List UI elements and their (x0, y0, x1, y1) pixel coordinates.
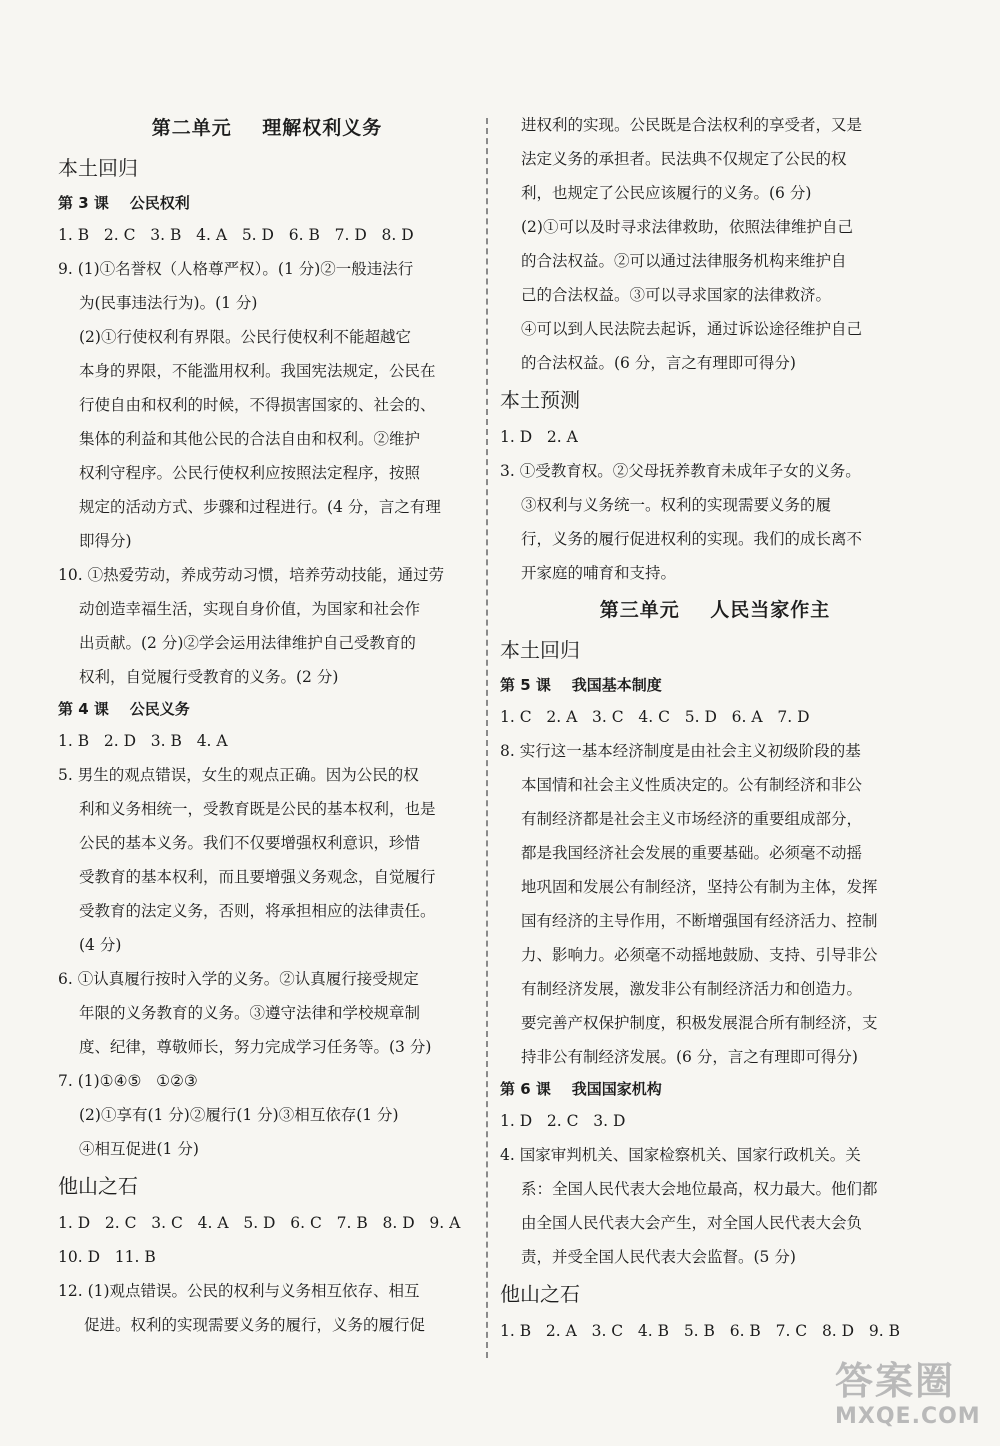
answer-line: 利，也规定了公民应该履行的义务。(6 分) (521, 184, 812, 202)
answer-line: 本身的界限，不能滥用权利。我国宪法规定，公民在 (79, 362, 436, 380)
section-heading: 本土预测 (500, 388, 580, 412)
answer-line: 要完善产权保护制度，积极发展混合所有制经济，支 (521, 1014, 878, 1032)
answer-line: 有制经济发展，激发非公有制经济活力和创造力。 (521, 980, 863, 998)
answer-line: 受教育的法定义务，否则，将承担相应的法律责任。 (79, 902, 436, 920)
answer-line: 本国情和社会主义性质决定的。公有制经济和非公 (521, 776, 863, 794)
watermark-url: MXQE.COM (835, 1404, 981, 1429)
answer-line: ④相互促进(1 分) (79, 1140, 199, 1158)
answer-line: 10. D 11. B (58, 1248, 156, 1266)
answer-line: 由全国人民代表大会产生，对全国人民代表大会负 (521, 1214, 863, 1232)
lesson-heading: 第 3 课 公民权利 (58, 194, 190, 212)
answer-line: 为(民事违法行为)。(1 分) (79, 294, 258, 312)
answer-line: 有制经济都是社会主义市场经济的重要组成部分， (521, 810, 863, 828)
section-heading: 本土回归 (500, 638, 580, 662)
answer-line: 1. D 2. C 3. D (500, 1112, 626, 1130)
answer-line: 1. B 2. A 3. C 4. B 5. B 6. B 7. C 8. D 9. B (500, 1322, 900, 1340)
answer-line: 1. D 2. C 3. C 4. A 5. D 6. C 7. B 8. D 9. A (58, 1214, 461, 1232)
answer-line: 规定的活动方式、步骤和过程进行。(4 分，言之有理 (79, 498, 441, 516)
answer-line: ③权利与义务统一。权利的实现需要义务的履 (521, 496, 832, 514)
lesson-heading: 第 5 课 我国基本制度 (500, 676, 662, 694)
answer-line: 公民的基本义务。我们不仅要增强权利意识，珍惜 (79, 834, 421, 852)
lesson-heading: 第 6 课 我国国家机构 (500, 1080, 662, 1098)
answer-line: 促进。权利的实现需要义务的履行，义务的履行促 (84, 1316, 426, 1334)
answer-line: ④可以到人民法院去起诉，通过诉讼途径维护自己 (521, 320, 863, 338)
answer-line: 行使自由和权利的时候，不得损害国家的、社会的、 (79, 396, 436, 414)
section-heading: 本土回归 (58, 156, 138, 180)
answer-line: 度、纪律，尊敬师长，努力完成学习任务等。(3 分) (79, 1038, 432, 1056)
answer-line: 8. 实行这一基本经济制度是由社会主义初级阶段的基 (500, 742, 861, 760)
site-watermark (835, 1358, 985, 1438)
answer-line: 1. B 2. C 3. B 4. A 5. D 6. B 7. D 8. D (58, 226, 414, 244)
answer-line: 年限的义务教育的义务。③遵守法律和学校规章制 (79, 1004, 421, 1022)
answer-line: 出贡献。(2 分)②学会运用法律维护自己受教育的 (79, 634, 416, 652)
answer-line: 1. D 2. A (500, 428, 578, 446)
answer-line: 利和义务相统一，受教育既是公民的基本权利，也是 (79, 800, 436, 818)
section-heading: 他山之石 (58, 1174, 138, 1198)
answer-line: (2)①行使权利有界限。公民行使权利不能超越它 (79, 328, 411, 346)
answer-line: 地巩固和发展公有制经济，坚持公有制为主体，发挥 (521, 878, 878, 896)
answer-line: 都是我国经济社会发展的重要基础。必须毫不动摇 (521, 844, 863, 862)
answer-line: 行，义务的履行促进权利的实现。我们的成长离不 (521, 530, 863, 548)
answer-line: 力、影响力。必须毫不动摇地鼓励、支持、引导非公 (521, 946, 878, 964)
answer-line: (2)①可以及时寻求法律救助，依照法律维护自己 (521, 218, 853, 236)
answer-line: 10. ①热爱劳动，养成劳动习惯，培养劳动技能，通过劳 (58, 566, 445, 584)
answer-line: 1. B 2. D 3. B 4. A (58, 732, 228, 750)
answer-line: 7. (1)①④⑤ ①②③ (58, 1072, 198, 1090)
answer-line: (4 分) (79, 936, 122, 954)
answer-line: 集体的利益和其他公民的合法自由和权利。②维护 (79, 430, 421, 448)
answer-line: 9. (1)①名誉权（人格尊严权）。(1 分)②一般违法行 (58, 260, 414, 278)
answer-line: 12. (1)观点错误。公民的权利与义务相互依存、相互 (58, 1282, 420, 1300)
answer-line: (2)①享有(1 分)②履行(1 分)③相互依存(1 分) (79, 1106, 399, 1124)
answer-line: 责，并受全国人民代表大会监督。(5 分) (521, 1248, 796, 1266)
answer-line: 5. 男生的观点错误，女生的观点正确。因为公民的权 (58, 766, 419, 784)
answer-line: 受教育的基本权利，而且要增强义务观念，自觉履行 (79, 868, 436, 886)
answer-line: 的合法权益。(6 分，言之有理即可得分) (521, 354, 796, 372)
answer-line: 法定义务的承担者。民法典不仅规定了公民的权 (521, 150, 847, 168)
answer-line: 权利守程序。公民行使权利应按照法定程序，按照 (79, 464, 421, 482)
answer-line: 开家庭的哺育和支持。 (521, 564, 677, 582)
watermark-logo-text: 答案圈 (835, 1359, 956, 1403)
answer-line: 持非公有制经济发展。(6 分，言之有理即可得分) (521, 1048, 858, 1066)
column-divider (486, 118, 488, 1358)
answer-line: 动创造幸福生活，实现自身价值，为国家和社会作 (79, 600, 421, 618)
answer-line: 权利，自觉履行受教育的义务。(2 分) (79, 668, 339, 686)
section-heading: 他山之石 (500, 1282, 580, 1306)
answer-line: 1. C 2. A 3. C 4. C 5. D 6. A 7. D (500, 708, 810, 726)
answer-line: 6. ①认真履行按时入学的义务。②认真履行接受规定 (58, 970, 419, 988)
answer-line: 3. ①受教育权。②父母抚养教育未成年子女的义务。 (500, 462, 861, 480)
answer-line: 的合法权益。②可以通过法律服务机构来维护自 (521, 252, 847, 270)
answer-line: 系：全国人民代表大会地位最高，权力最大。他们都 (521, 1180, 878, 1198)
lesson-heading: 第 4 课 公民义务 (58, 700, 190, 718)
left-column (58, 108, 476, 1342)
unit-title: 第二单元 理解权利义务 (151, 117, 383, 139)
answer-line: 4. 国家审判机关、国家检察机关、国家行政机关。关 (500, 1146, 861, 1164)
answer-line: 进权利的实现。公民既是合法权利的享受者，又是 (521, 116, 863, 134)
answer-line: 己的合法权益。③可以寻求国家的法律救济。 (521, 286, 832, 304)
right-column (500, 108, 930, 1348)
answer-line: 即得分) (79, 532, 132, 550)
unit-title: 第三单元 人民当家作主 (599, 599, 831, 621)
answer-line: 国有经济的主导作用，不断增强国有经济活力、控制 (521, 912, 878, 930)
